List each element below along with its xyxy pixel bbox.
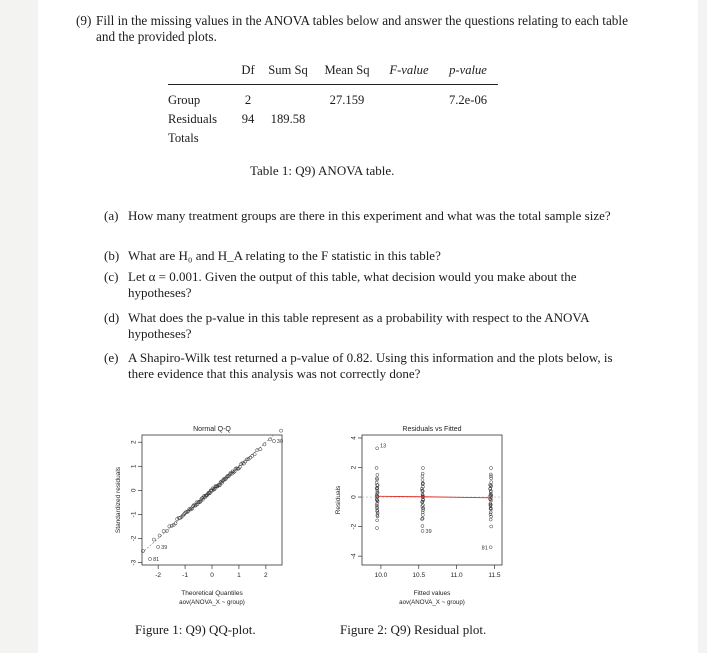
residual-point (421, 517, 424, 520)
y-tick-label: -4 (350, 553, 358, 560)
y-tick-label: 0 (350, 495, 358, 499)
subquestion-text: What does the p-value in this table represent as a probability with respect to the ANOVA hypotheses? (128, 310, 589, 341)
anova-header-cell: Sum Sq (268, 63, 308, 77)
table-cell (262, 131, 314, 150)
table-cell (380, 112, 438, 131)
y-tick-label: -3 (130, 559, 138, 566)
table-cell: 27.159 (329, 93, 365, 107)
qq-point (259, 448, 262, 451)
x-tick-label: 11.5 (488, 572, 501, 579)
qq-point (168, 525, 171, 528)
y-axis-label: Standardized residuals (115, 466, 122, 534)
x-tick-label: 1 (237, 572, 241, 579)
x-axis-sublabel: aov(ANOVA_X ~ group) (179, 599, 245, 606)
qq-outlier-point (272, 439, 275, 442)
qq-plot (90, 420, 310, 615)
subquestion-label: (d) (104, 310, 120, 325)
anova-header-cell: p-value (449, 63, 487, 77)
table-cell: Group (168, 93, 201, 107)
x-tick-label: 2 (264, 572, 268, 579)
y-tick-label: 0 (130, 488, 138, 493)
anova-header-cell: F-value (389, 63, 429, 77)
qq-point (162, 530, 165, 533)
y-tick-label: 2 (130, 440, 138, 445)
x-tick-label: 11.0 (450, 572, 463, 579)
anova-header-cell: Mean Sq (324, 63, 370, 77)
table-caption: Table 1: Q9) ANOVA table. (250, 163, 395, 178)
x-axis-label: Fitted values (413, 590, 451, 597)
qq-outlier-label: 39 (161, 544, 168, 551)
subquestion-text: Let α = 0.001. Given the output of this table, what decision would you make about the hypotheses? (128, 269, 577, 300)
anova-header-row (168, 63, 498, 85)
question-number: (9) (76, 13, 92, 28)
residual-point (490, 467, 493, 470)
table-row (168, 131, 498, 150)
residual-point (376, 519, 379, 522)
anova-header-cell: Df (241, 63, 255, 77)
question-text: Fill in the missing values in the ANOVA tables below and answer the questions relating to each table and the provided plots. (96, 13, 628, 44)
qq-outlier-label: 81 (153, 556, 160, 563)
y-tick-label: 2 (350, 465, 358, 470)
residual-point (421, 478, 424, 481)
figure-1-caption: Figure 1: Q9) QQ-plot. (135, 622, 256, 637)
subquestion-text: A Shapiro-Wilk test returned a p-value of 0.82. Using this information and the plots below, is there evidence that this analysis was not correctly done? (128, 350, 613, 381)
residual-point (375, 466, 378, 469)
table-row (168, 85, 498, 113)
qq-point (158, 534, 161, 537)
subquestion-text: What are H₀ and H_A relating to the F statistic in this table? (128, 248, 441, 263)
residual-point (376, 473, 379, 476)
qq-point (279, 429, 282, 432)
x-tick-label: 0 (210, 572, 214, 579)
x-tick-label: 10.5 (412, 572, 426, 579)
subquestion-label: (a) (104, 208, 119, 223)
x-tick-label: 10.0 (374, 572, 388, 579)
qq-outlier-point (157, 545, 160, 548)
subquestion-label: (e) (104, 350, 119, 365)
x-tick-label: -1 (182, 572, 188, 579)
residual-outlier-label: 81 (481, 545, 488, 552)
subquestion-label: (c) (104, 269, 119, 284)
table-cell: 189.58 (270, 112, 306, 126)
residual-point (376, 512, 379, 515)
table-cell (314, 131, 380, 150)
residual-point (490, 525, 493, 528)
table-cell: 2 (244, 93, 252, 107)
subquestion-text: How many treatment groups are there in this experiment and what was the total sample size? (128, 208, 611, 223)
table-cell (380, 85, 438, 113)
residual-point (490, 481, 493, 484)
y-axis-label: Residuals (335, 485, 342, 515)
residual-point (489, 511, 492, 514)
table-cell (314, 112, 380, 131)
residual-point (375, 527, 378, 530)
table-cell: 94 (241, 112, 255, 126)
table-cell (438, 112, 498, 131)
residual-outlier-label: 13 (380, 443, 387, 450)
anova-table (168, 63, 498, 150)
subquestion-label: (b) (104, 248, 120, 263)
residual-point (422, 504, 425, 507)
table-cell (438, 131, 498, 150)
residual-outlier-point (421, 530, 424, 533)
residual-point (489, 518, 492, 521)
residuals-fitted-plot (310, 420, 530, 615)
qq-point (152, 538, 155, 541)
residual-point (421, 467, 424, 470)
table-cell (262, 85, 314, 113)
x-axis-label: Theoretical Quantiles (181, 590, 243, 597)
y-tick-label: 4 (350, 436, 358, 440)
qq-outlier-label: 30 (276, 439, 284, 446)
table-cell (234, 131, 262, 150)
y-tick-label: -2 (350, 523, 358, 530)
chart-title: Normal Q-Q (193, 426, 231, 433)
x-axis-sublabel: aov(ANOVA_X ~ group) (399, 599, 465, 606)
anova-header-cell (168, 63, 234, 85)
x-tick-label: -2 (155, 572, 162, 579)
y-tick-label: 1 (130, 464, 138, 469)
table-cell: 7.2e-06 (448, 93, 488, 107)
qq-point (253, 453, 256, 456)
residual-outlier-point (489, 546, 492, 549)
y-tick-label: -2 (130, 535, 138, 542)
residual-point (421, 524, 424, 527)
qq-outlier-point (148, 557, 151, 560)
y-tick-label: -1 (130, 511, 138, 518)
residual-point (489, 473, 492, 476)
table-cell: Totals (168, 131, 199, 145)
table-row (168, 112, 498, 131)
residual-outlier-point (376, 447, 379, 450)
chart-title: Residuals vs Fitted (402, 426, 462, 433)
table-cell: Residuals (168, 112, 217, 126)
figure-2-caption: Figure 2: Q9) Residual plot. (340, 622, 487, 637)
table-cell (380, 131, 438, 150)
residual-outlier-label: 39 (425, 529, 432, 536)
